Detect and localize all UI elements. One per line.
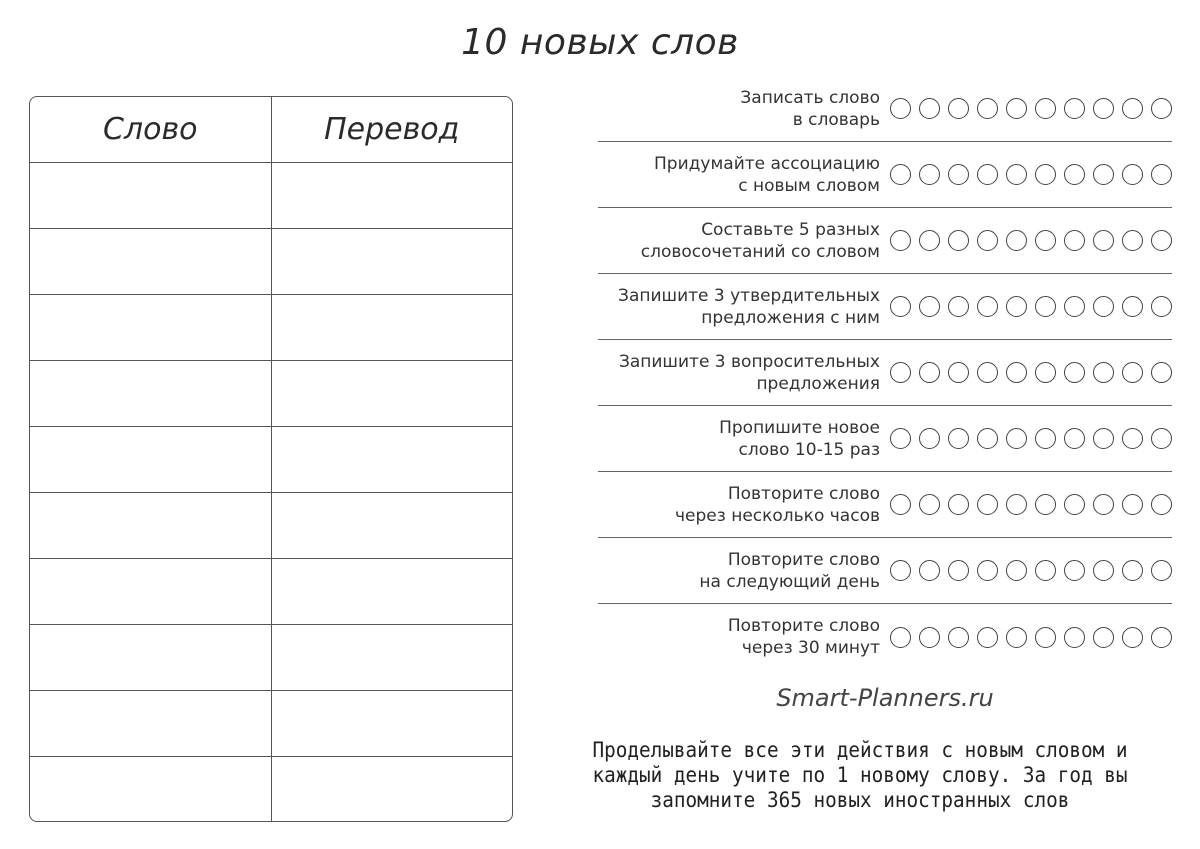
progress-checkbox[interactable] xyxy=(1122,362,1143,383)
table-header xyxy=(30,97,512,163)
task-row xyxy=(598,340,1172,406)
progress-checkbox[interactable] xyxy=(948,164,969,185)
checkbox-group xyxy=(890,494,1172,515)
progress-checkbox[interactable] xyxy=(919,230,940,251)
site-name: Smart-Planners.ru xyxy=(776,684,994,712)
translation-cell[interactable] xyxy=(271,559,513,624)
checkbox-group xyxy=(890,560,1172,581)
progress-checkbox[interactable] xyxy=(948,362,969,383)
word-cell[interactable] xyxy=(30,361,271,426)
task-row xyxy=(598,208,1172,274)
task-label: Запишите 3 утвердительных предложения с ним xyxy=(618,285,880,328)
progress-checkbox[interactable] xyxy=(1006,296,1027,317)
word-cell[interactable] xyxy=(30,163,271,228)
table-row xyxy=(30,559,512,625)
task-row xyxy=(598,472,1172,538)
progress-checkbox[interactable] xyxy=(890,164,911,185)
instruction-note: Проделывайте все эти действия с новым словом и каждый день учите по 1 новому слову. За год вы запомните 365 новых иностранных слов xyxy=(592,738,1128,812)
word-cell[interactable] xyxy=(30,427,271,492)
progress-checkbox[interactable] xyxy=(1122,494,1143,515)
progress-checkbox[interactable] xyxy=(1006,362,1027,383)
progress-checkbox[interactable] xyxy=(1035,428,1056,449)
task-label: Запишите 3 вопросительных предложения xyxy=(618,351,880,394)
word-cell[interactable] xyxy=(30,757,271,822)
progress-checkbox[interactable] xyxy=(1093,560,1114,581)
progress-checkbox[interactable] xyxy=(977,98,998,119)
progress-checkbox[interactable] xyxy=(1064,428,1085,449)
progress-checkbox[interactable] xyxy=(1064,560,1085,581)
progress-checkbox[interactable] xyxy=(919,362,940,383)
checkbox-group xyxy=(890,627,1172,648)
translation-cell[interactable] xyxy=(271,493,513,558)
progress-checkbox[interactable] xyxy=(919,560,940,581)
progress-checkbox[interactable] xyxy=(1006,560,1027,581)
progress-checkbox[interactable] xyxy=(890,230,911,251)
checkbox-group xyxy=(890,230,1172,251)
progress-checkbox[interactable] xyxy=(1064,627,1085,648)
progress-checkbox[interactable] xyxy=(1035,362,1056,383)
progress-checkbox[interactable] xyxy=(1151,164,1172,185)
progress-checkbox[interactable] xyxy=(890,98,911,119)
task-row xyxy=(598,142,1172,208)
task-checklist xyxy=(598,76,1172,670)
task-row xyxy=(598,604,1172,670)
progress-checkbox[interactable] xyxy=(1093,627,1114,648)
progress-checkbox[interactable] xyxy=(977,560,998,581)
progress-checkbox[interactable] xyxy=(1006,428,1027,449)
progress-checkbox[interactable] xyxy=(1122,98,1143,119)
progress-checkbox[interactable] xyxy=(1151,494,1172,515)
progress-checkbox[interactable] xyxy=(1122,428,1143,449)
table-row xyxy=(30,757,512,822)
task-row xyxy=(598,538,1172,604)
word-cell[interactable] xyxy=(30,625,271,690)
progress-checkbox[interactable] xyxy=(919,494,940,515)
progress-checkbox[interactable] xyxy=(1035,627,1056,648)
table-body xyxy=(30,163,512,822)
translation-cell[interactable] xyxy=(271,295,513,360)
progress-checkbox[interactable] xyxy=(890,627,911,648)
progress-checkbox[interactable] xyxy=(890,494,911,515)
progress-checkbox[interactable] xyxy=(977,296,998,317)
progress-checkbox[interactable] xyxy=(1064,362,1085,383)
progress-checkbox[interactable] xyxy=(1122,164,1143,185)
progress-checkbox[interactable] xyxy=(948,428,969,449)
progress-checkbox[interactable] xyxy=(1122,230,1143,251)
progress-checkbox[interactable] xyxy=(1093,164,1114,185)
progress-checkbox[interactable] xyxy=(1151,560,1172,581)
progress-checkbox[interactable] xyxy=(919,627,940,648)
task-label: Составьте 5 разных словосочетаний со словом xyxy=(640,219,880,262)
translation-cell[interactable] xyxy=(271,361,513,426)
task-label: Пропишите новое слово 10-15 раз xyxy=(719,417,880,460)
task-row xyxy=(598,76,1172,142)
progress-checkbox[interactable] xyxy=(890,362,911,383)
progress-checkbox[interactable] xyxy=(1006,98,1027,119)
table-row xyxy=(30,625,512,691)
progress-checkbox[interactable] xyxy=(1151,98,1172,119)
page-title: 10 новых слов xyxy=(461,22,739,63)
progress-checkbox[interactable] xyxy=(948,98,969,119)
translation-cell[interactable] xyxy=(271,229,513,294)
checkbox-group xyxy=(890,362,1172,383)
column-header-translation: Перевод xyxy=(271,97,513,162)
progress-checkbox[interactable] xyxy=(1035,230,1056,251)
progress-checkbox[interactable] xyxy=(977,362,998,383)
task-label: Повторите слово на следующий день xyxy=(699,549,880,592)
task-label: Повторите слово через 30 минут xyxy=(727,616,880,658)
translation-cell[interactable] xyxy=(271,691,513,756)
progress-checkbox[interactable] xyxy=(1093,362,1114,383)
progress-checkbox[interactable] xyxy=(948,627,969,648)
progress-checkbox[interactable] xyxy=(1064,164,1085,185)
progress-checkbox[interactable] xyxy=(1006,230,1027,251)
progress-checkbox[interactable] xyxy=(1064,230,1085,251)
progress-checkbox[interactable] xyxy=(977,627,998,648)
table-row xyxy=(30,361,512,427)
progress-checkbox[interactable] xyxy=(948,494,969,515)
progress-checkbox[interactable] xyxy=(1006,494,1027,515)
word-cell[interactable] xyxy=(30,691,271,756)
checkbox-group xyxy=(890,164,1172,185)
progress-checkbox[interactable] xyxy=(977,428,998,449)
translation-cell[interactable] xyxy=(271,163,513,228)
progress-checkbox[interactable] xyxy=(1035,296,1056,317)
progress-checkbox[interactable] xyxy=(977,164,998,185)
progress-checkbox[interactable] xyxy=(948,230,969,251)
progress-checkbox[interactable] xyxy=(919,296,940,317)
progress-checkbox[interactable] xyxy=(1093,428,1114,449)
table-row xyxy=(30,427,512,493)
checkbox-group xyxy=(890,296,1172,317)
table-row xyxy=(30,163,512,229)
progress-checkbox[interactable] xyxy=(1006,164,1027,185)
progress-checkbox[interactable] xyxy=(919,164,940,185)
progress-checkbox[interactable] xyxy=(1093,230,1114,251)
task-label: Записать слово в словарь xyxy=(740,87,880,130)
word-cell[interactable] xyxy=(30,559,271,624)
progress-checkbox[interactable] xyxy=(1122,560,1143,581)
progress-checkbox[interactable] xyxy=(1035,560,1056,581)
progress-checkbox[interactable] xyxy=(1151,627,1172,648)
word-cell[interactable] xyxy=(30,493,271,558)
checkbox-group xyxy=(890,428,1172,449)
progress-checkbox[interactable] xyxy=(1151,296,1172,317)
progress-checkbox[interactable] xyxy=(977,230,998,251)
progress-checkbox[interactable] xyxy=(977,494,998,515)
progress-checkbox[interactable] xyxy=(948,560,969,581)
progress-checkbox[interactable] xyxy=(1064,494,1085,515)
table-row xyxy=(30,691,512,757)
progress-checkbox[interactable] xyxy=(1064,98,1085,119)
translation-cell[interactable] xyxy=(271,625,513,690)
progress-checkbox[interactable] xyxy=(1006,627,1027,648)
progress-checkbox[interactable] xyxy=(1122,627,1143,648)
table-row xyxy=(30,295,512,361)
progress-checkbox[interactable] xyxy=(1122,296,1143,317)
progress-checkbox[interactable] xyxy=(1093,296,1114,317)
vocabulary-table xyxy=(29,96,513,822)
progress-checkbox[interactable] xyxy=(1035,164,1056,185)
progress-checkbox[interactable] xyxy=(1151,230,1172,251)
translation-cell[interactable] xyxy=(271,427,513,492)
progress-checkbox[interactable] xyxy=(1064,296,1085,317)
table-row xyxy=(30,493,512,559)
translation-cell[interactable] xyxy=(271,757,513,822)
progress-checkbox[interactable] xyxy=(1035,98,1056,119)
progress-checkbox[interactable] xyxy=(919,428,940,449)
checkbox-group xyxy=(890,98,1172,119)
progress-checkbox[interactable] xyxy=(890,428,911,449)
task-label: Придумайте ассоциацию с новым словом xyxy=(654,153,880,196)
progress-checkbox[interactable] xyxy=(1151,428,1172,449)
progress-checkbox[interactable] xyxy=(890,560,911,581)
progress-checkbox[interactable] xyxy=(1035,494,1056,515)
progress-checkbox[interactable] xyxy=(890,296,911,317)
progress-checkbox[interactable] xyxy=(919,98,940,119)
task-row xyxy=(598,274,1172,340)
task-row xyxy=(598,406,1172,472)
task-label: Повторите слово через несколько часов xyxy=(675,483,880,526)
table-row xyxy=(30,229,512,295)
progress-checkbox[interactable] xyxy=(1093,98,1114,119)
progress-checkbox[interactable] xyxy=(948,296,969,317)
column-header-word: Слово xyxy=(102,112,198,147)
word-cell[interactable] xyxy=(30,295,271,360)
progress-checkbox[interactable] xyxy=(1093,494,1114,515)
progress-checkbox[interactable] xyxy=(1151,362,1172,383)
word-cell[interactable] xyxy=(30,229,271,294)
